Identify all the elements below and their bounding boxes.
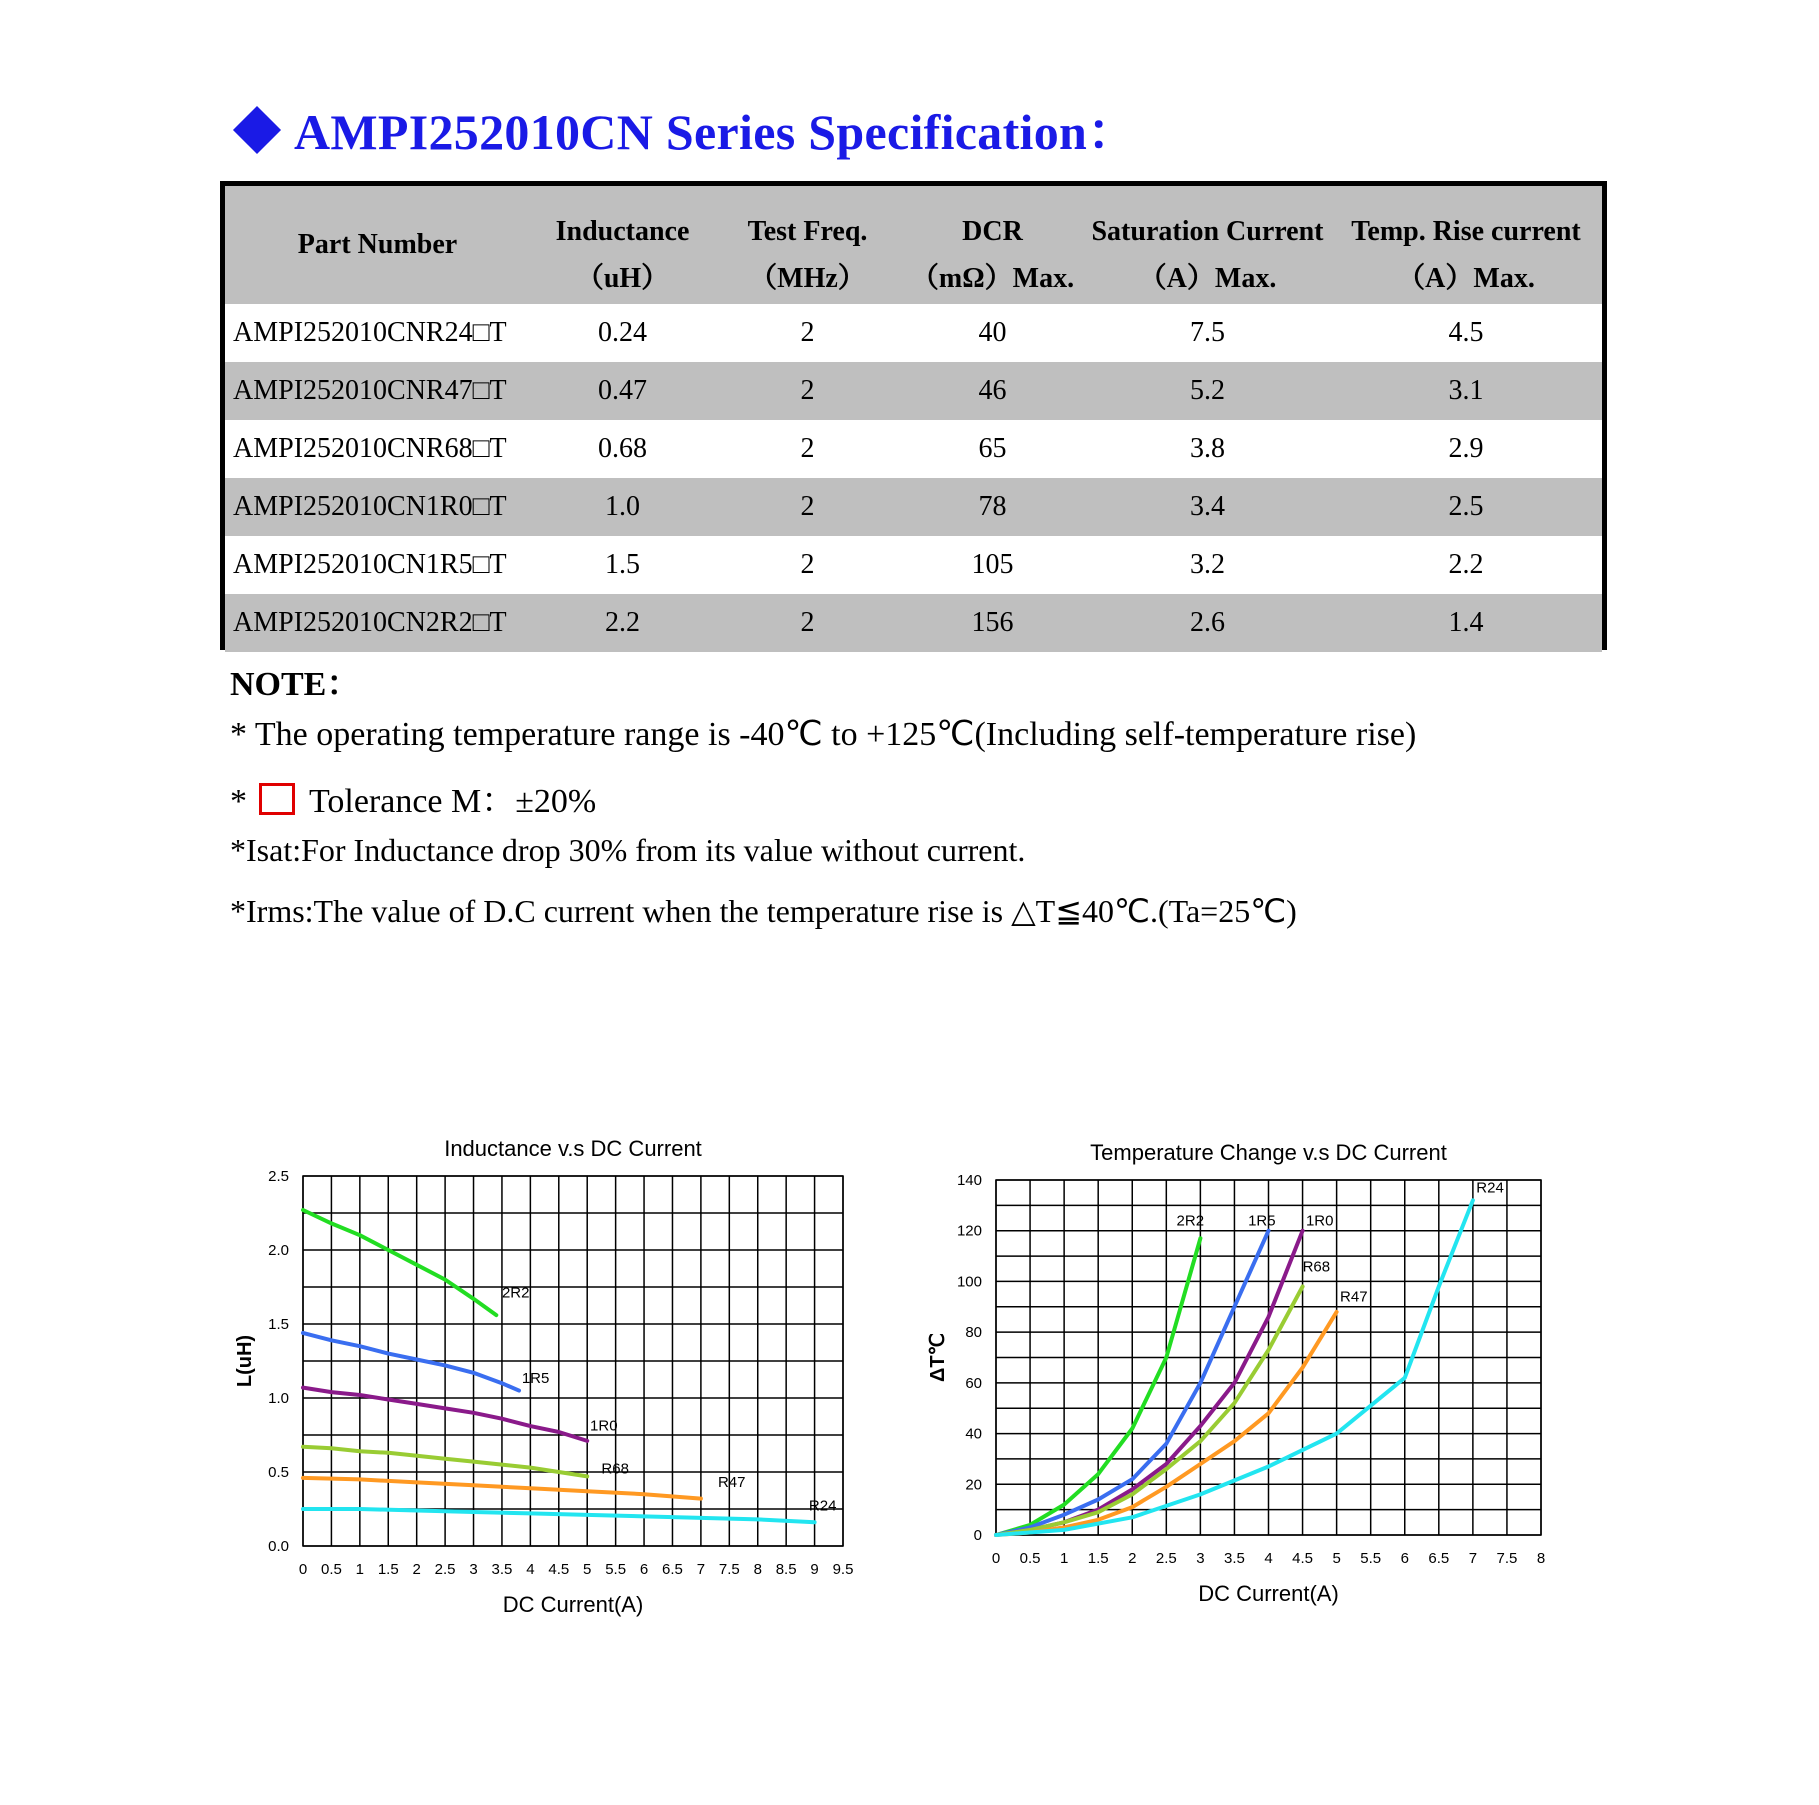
table-cell: 1.4 xyxy=(1330,594,1602,652)
inductance-chart-svg xyxy=(218,1120,898,1640)
series-label-r24: R24 xyxy=(808,1497,837,1515)
y-tick-label: 40 xyxy=(965,1425,982,1443)
table-row xyxy=(225,536,1602,594)
x-tick-label: 4.5 xyxy=(548,1561,570,1578)
header-dcr-unit: （mΩ）Max. xyxy=(900,248,1085,304)
x-tick-label: 8 xyxy=(1536,1550,1546,1567)
table-cell: 0.24 xyxy=(598,317,647,348)
x-tick-label: 0.5 xyxy=(320,1561,342,1578)
table-cell: 105 xyxy=(971,549,1014,580)
table-cell: 3.8 xyxy=(1190,433,1225,464)
y-tick-label: 0.0 xyxy=(268,1538,289,1555)
x-tick-label: 5 xyxy=(583,1561,592,1578)
x-tick-label: 5.5 xyxy=(605,1561,627,1578)
series-label-2r2: 2R2 xyxy=(1176,1212,1205,1230)
y-tick-label: 2.0 xyxy=(268,1242,289,1259)
y-tick-label: 0 xyxy=(973,1527,982,1544)
x-tick-label: 8.5 xyxy=(775,1561,797,1578)
temperature-chart-svg xyxy=(918,1120,1598,1640)
y-axis-label: ΔT℃ xyxy=(927,1332,949,1383)
table-row xyxy=(225,362,1602,420)
table-cell: AMPI252010CNR24□T xyxy=(233,317,507,348)
y-tick-label: 0.5 xyxy=(268,1464,289,1481)
table-cell: 3.1 xyxy=(1330,362,1602,420)
x-tick-label: 1.5 xyxy=(377,1561,399,1578)
note-temperature-range: * The operating temperature range is -40℃ to +125℃(Including self-temperature rise) xyxy=(230,716,1417,753)
header-test-freq-unit: （MHz） xyxy=(715,248,900,304)
x-tick-label: 7.5 xyxy=(1496,1550,1518,1567)
table-cell: AMPI252010CN2R2□T xyxy=(225,594,530,652)
note-tolerance-text: Tolerance M：±20% xyxy=(309,783,597,820)
table-cell: 2 xyxy=(715,478,900,536)
header-saturation-unit: （A）Max. xyxy=(1085,248,1330,304)
x-tick-label: 5.5 xyxy=(1360,1550,1382,1567)
y-tick-label: 140 xyxy=(956,1172,982,1189)
page-title-text: AMPI252010CN Series Specification： xyxy=(294,104,1138,160)
table-row xyxy=(225,304,1602,362)
table-cell: 78 xyxy=(900,478,1085,536)
table-cell: 40 xyxy=(978,317,1007,348)
header-inductance-unit: （uH） xyxy=(530,248,715,304)
x-tick-label: 0 xyxy=(991,1550,1001,1567)
table-row xyxy=(225,594,1602,652)
x-tick-label: 4 xyxy=(1264,1550,1273,1567)
series-label-r47: R47 xyxy=(717,1473,746,1491)
table-cell: 2.2 xyxy=(530,594,715,652)
y-tick-label: 1.0 xyxy=(268,1390,289,1407)
x-tick-label: 5 xyxy=(1332,1550,1341,1567)
inductance-chart xyxy=(218,1120,898,1640)
table-cell: 2.9 xyxy=(1448,433,1484,464)
x-tick-label: 4 xyxy=(526,1561,535,1578)
y-tick-label: 100 xyxy=(956,1273,982,1291)
x-axis-label: DC Current(A) xyxy=(502,1592,644,1617)
table-cell: 2 xyxy=(800,433,815,464)
header-temp-rise-current: Temp. Rise current xyxy=(1330,186,1602,248)
x-tick-label: 1 xyxy=(1059,1550,1069,1567)
table-cell: 2 xyxy=(800,549,815,580)
table-cell: 2.2 xyxy=(1448,549,1484,580)
x-tick-label: 7 xyxy=(696,1561,706,1578)
series-label-1r5: 1R5 xyxy=(1248,1212,1276,1230)
x-tick-label: 1 xyxy=(355,1561,365,1578)
table-cell: 3.4 xyxy=(1085,478,1330,536)
series-label-r47: R47 xyxy=(1340,1288,1368,1306)
x-tick-label: 6.5 xyxy=(662,1561,683,1578)
x-axis-label: DC Current(A) xyxy=(1198,1581,1339,1606)
x-tick-label: 3.5 xyxy=(1224,1550,1245,1567)
y-tick-label: 1.5 xyxy=(268,1316,289,1333)
table-cell: AMPI252010CN1R5□T xyxy=(233,549,507,580)
diamond-bullet-icon xyxy=(233,106,281,154)
x-tick-label: 7.5 xyxy=(718,1561,740,1578)
table-cell: AMPI252010CNR68□T xyxy=(233,433,507,464)
x-tick-label: 0 xyxy=(298,1561,308,1578)
header-temp-rise-unit: （A）Max. xyxy=(1330,248,1602,304)
header-part-number: Part Number xyxy=(225,186,530,304)
note-tolerance xyxy=(230,773,596,822)
note-irms: *Irms:The value of D.C current when the temperature rise is △T≦40℃.(Ta=25℃) xyxy=(230,893,1297,929)
y-tick-label: 120 xyxy=(956,1222,982,1240)
x-tick-label: 1.5 xyxy=(1087,1550,1109,1567)
y-tick-label: 2.5 xyxy=(268,1168,289,1185)
table-cell: 7.5 xyxy=(1190,317,1225,348)
table-cell: AMPI252010CNR47□T xyxy=(225,362,530,420)
x-tick-label: 3.5 xyxy=(491,1561,513,1578)
x-tick-label: 9.5 xyxy=(832,1561,854,1578)
chart-title: Temperature Change v.s DC Current xyxy=(1090,1140,1447,1165)
x-tick-label: 2 xyxy=(412,1561,421,1578)
table-row xyxy=(225,478,1602,536)
y-axis-label: L(uH) xyxy=(234,1334,256,1388)
series-label-2r2: 2R2 xyxy=(501,1284,530,1302)
table-cell: 46 xyxy=(900,362,1085,420)
header-inductance: Inductance xyxy=(530,186,715,248)
x-tick-label: 3 xyxy=(1196,1550,1205,1567)
table-cell: 2 xyxy=(715,362,900,420)
table-row xyxy=(225,420,1602,478)
x-tick-label: 2.5 xyxy=(1155,1550,1177,1567)
header-dcr: DCR xyxy=(900,186,1085,248)
x-tick-label: 6 xyxy=(1400,1550,1409,1567)
series-label-1r0: 1R0 xyxy=(1305,1212,1334,1230)
x-tick-label: 6.5 xyxy=(1428,1550,1450,1567)
x-tick-label: 0.5 xyxy=(1019,1550,1041,1567)
x-tick-label: 2.5 xyxy=(434,1561,456,1578)
page-title xyxy=(228,92,1137,164)
table-cell: 2 xyxy=(715,594,900,652)
x-tick-label: 9 xyxy=(810,1561,819,1578)
table-cell: 2 xyxy=(800,317,815,348)
tolerance-box-icon xyxy=(259,783,295,815)
table-cell: 156 xyxy=(900,594,1085,652)
table-cell: 2.6 xyxy=(1085,594,1330,652)
header-saturation-current: Saturation Current xyxy=(1085,186,1330,248)
note-tolerance-prefix: * xyxy=(230,783,247,820)
note-isat: *Isat:For Inductance drop 30% from its value without current. xyxy=(230,832,1026,868)
x-tick-label: 7 xyxy=(1468,1550,1478,1567)
table-cell: 4.5 xyxy=(1448,317,1484,348)
x-tick-label: 3 xyxy=(469,1561,478,1578)
table-cell: 0.68 xyxy=(598,433,647,464)
y-tick-label: 60 xyxy=(965,1374,982,1392)
table-cell: 5.2 xyxy=(1085,362,1330,420)
series-label-r24: R24 xyxy=(1476,1179,1504,1197)
x-tick-label: 2 xyxy=(1128,1550,1137,1567)
table-cell: 1.0 xyxy=(530,478,715,536)
table-cell: 2.5 xyxy=(1330,478,1602,536)
spec-table xyxy=(220,181,1607,650)
table-cell: AMPI252010CN1R0□T xyxy=(225,478,530,536)
note-heading: NOTE： xyxy=(230,666,361,703)
header-test-freq: Test Freq. xyxy=(715,186,900,248)
series-label-r68: R68 xyxy=(1302,1258,1331,1276)
temperature-chart xyxy=(918,1120,1598,1640)
table-cell: 3.2 xyxy=(1190,549,1225,580)
y-tick-label: 20 xyxy=(965,1476,982,1494)
table-cell: 1.5 xyxy=(605,549,640,580)
series-label-r68: R68 xyxy=(601,1460,629,1478)
table-cell: 65 xyxy=(978,433,1007,464)
x-tick-label: 6 xyxy=(639,1561,649,1578)
series-label-1r5: 1R5 xyxy=(521,1370,550,1388)
x-tick-label: 8 xyxy=(753,1561,762,1578)
series-label-1r0: 1R0 xyxy=(590,1417,618,1435)
chart-title: Inductance v.s DC Current xyxy=(444,1136,702,1161)
x-tick-label: 4.5 xyxy=(1292,1550,1313,1567)
table-cell: 0.47 xyxy=(530,362,715,420)
y-tick-label: 80 xyxy=(965,1324,982,1342)
